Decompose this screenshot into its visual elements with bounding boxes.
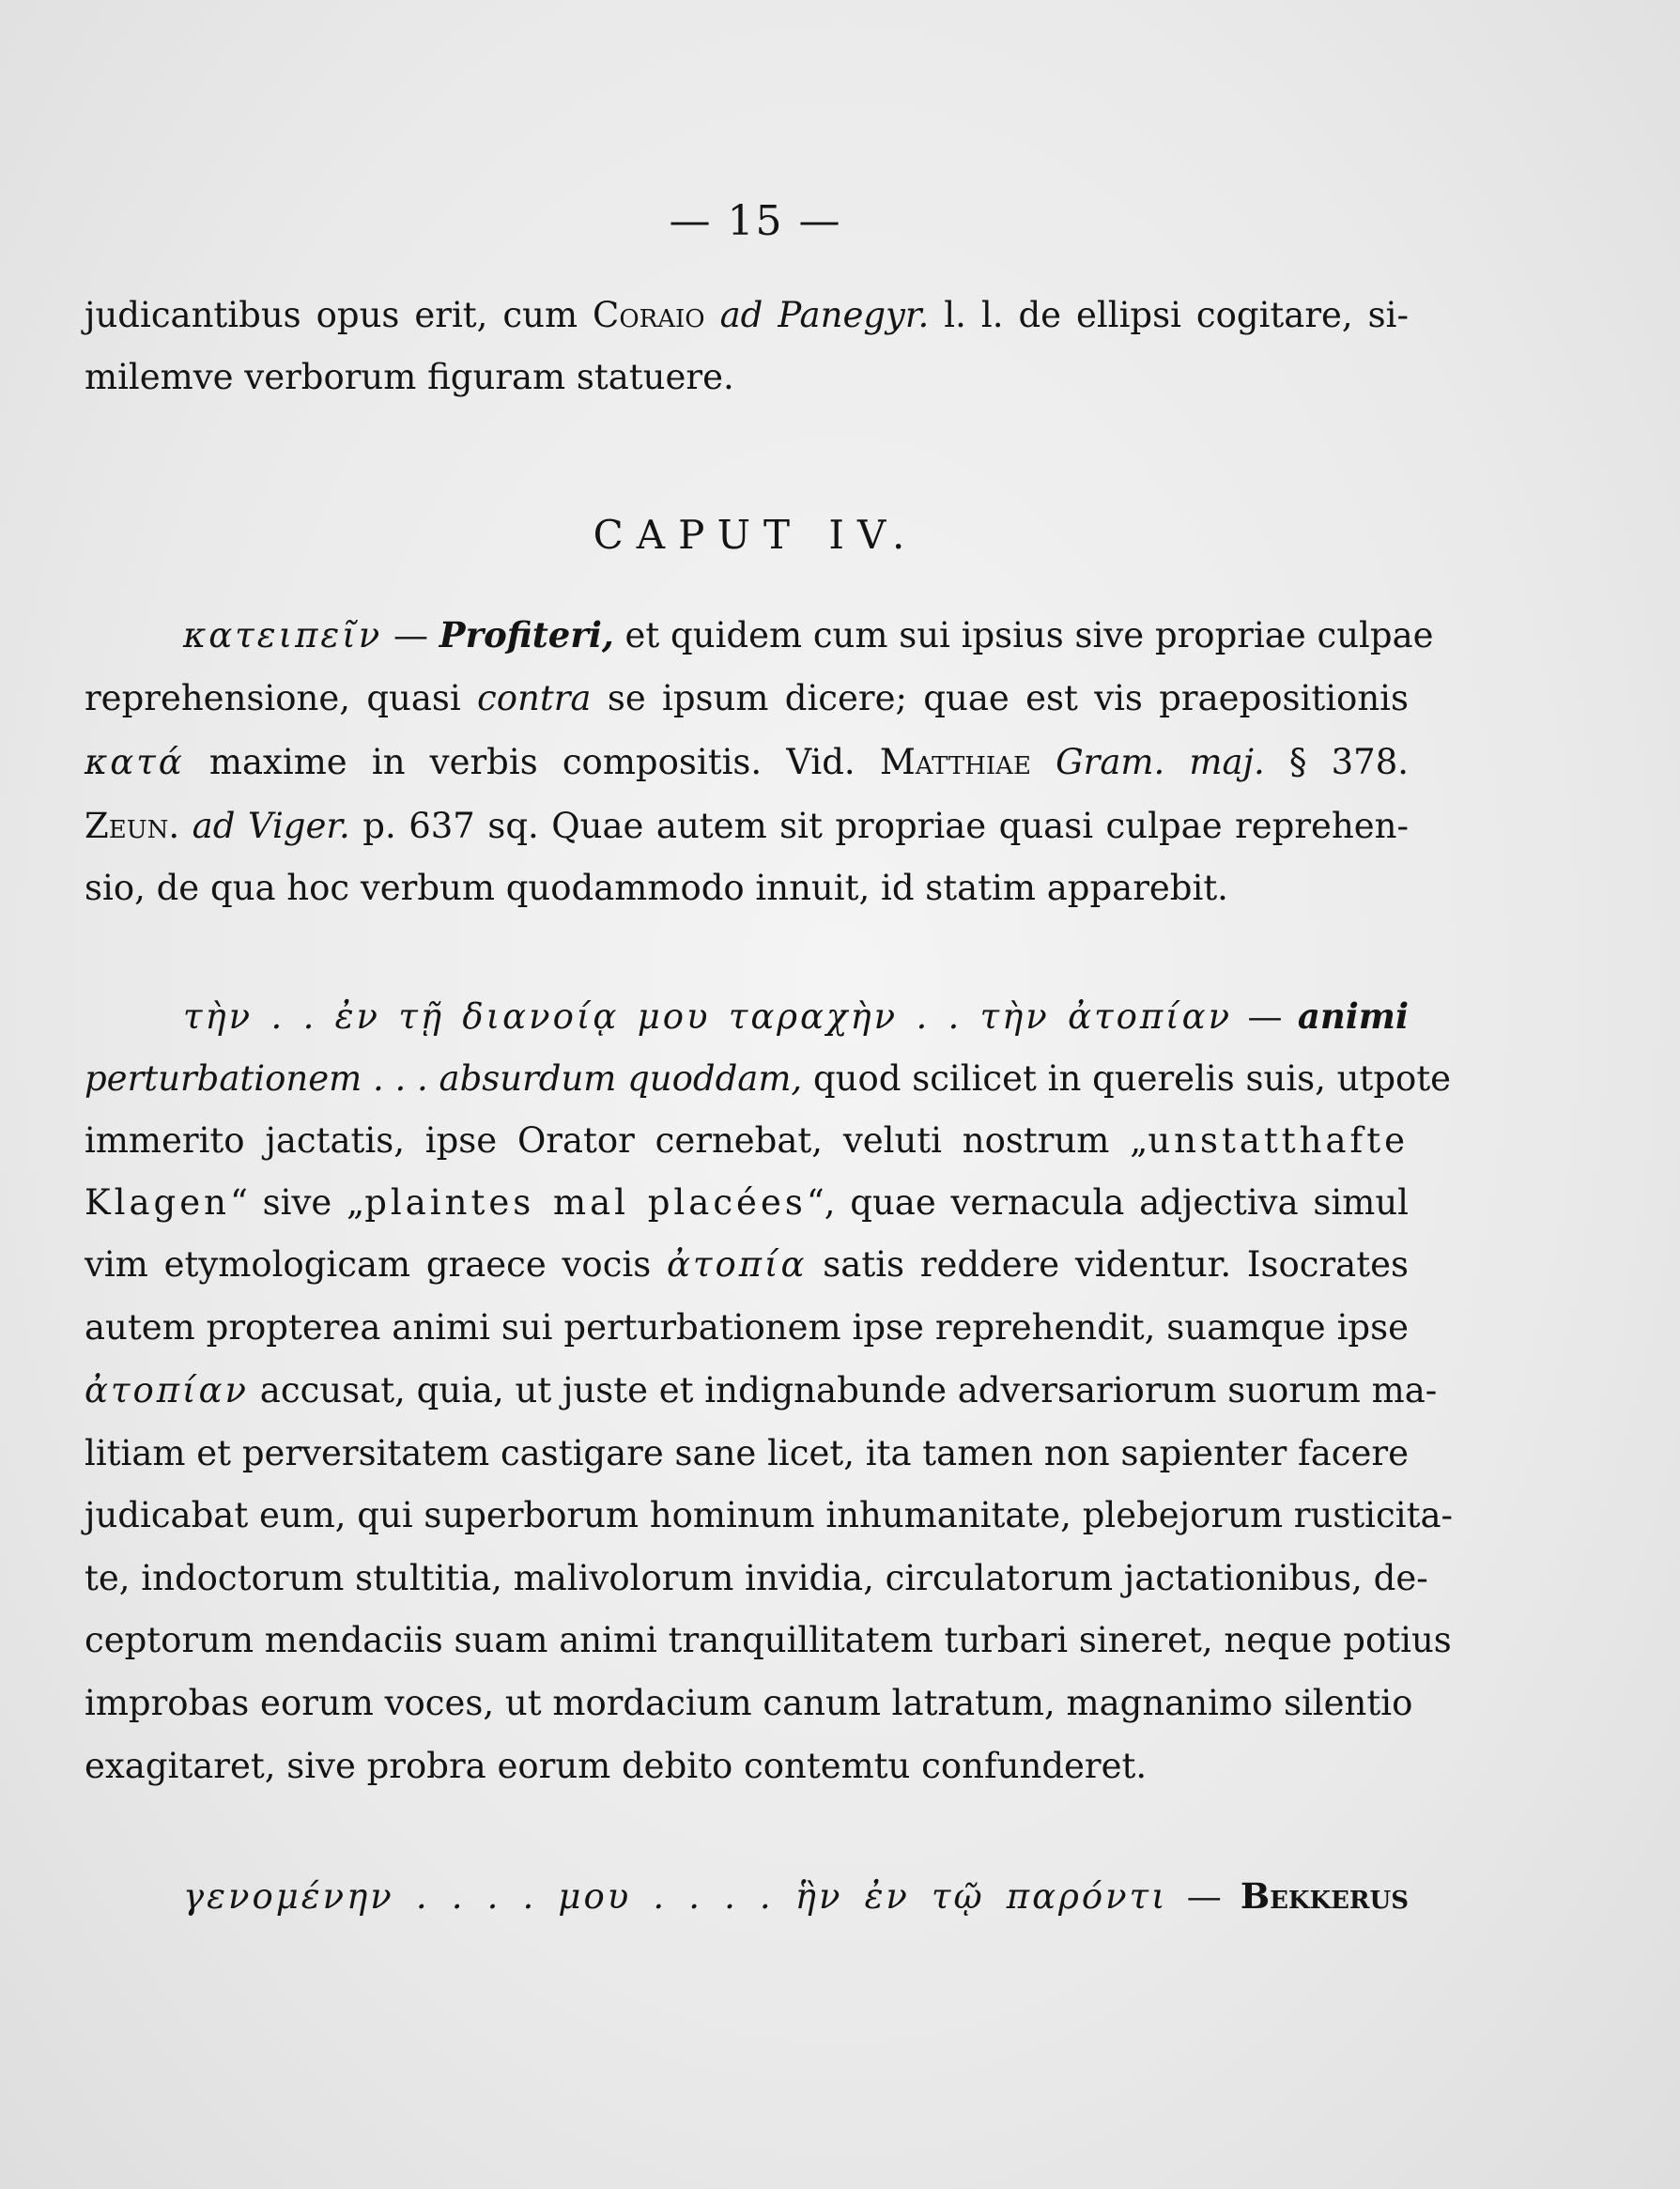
greek-word: ἀτοπία bbox=[666, 1244, 808, 1285]
author-name: Coraio bbox=[593, 295, 705, 335]
spaced-quote: Klagen bbox=[85, 1182, 230, 1223]
chapter-heading: CAPUT IV. bbox=[593, 512, 918, 558]
text-run: — bbox=[382, 615, 439, 655]
author-name: Zeun. bbox=[85, 806, 180, 846]
intro-line-2: milemve verborum figuram statuere. bbox=[85, 357, 734, 397]
para2-line-1 bbox=[183, 994, 1409, 1040]
para1-line-5: sio, de qua hoc verbum quodammodo innuit, id statim apparebit. bbox=[85, 868, 1228, 908]
para2-line-3 bbox=[85, 1118, 1409, 1164]
translation: perturbationem . . . absurdum quoddam, bbox=[85, 1058, 803, 1099]
para2-line-9: judicabat eum, qui superborum hominum inhumanitate, plebejorum rusticita- bbox=[85, 1495, 1454, 1535]
spaced-quote: unstatthafte bbox=[1148, 1120, 1409, 1161]
text-run: satis reddere videntur. Isocrates bbox=[807, 1244, 1409, 1285]
citation: ad Panegyr. bbox=[719, 295, 930, 335]
para1-line-4 bbox=[85, 804, 1409, 849]
text-run bbox=[1031, 742, 1056, 782]
intro-line-1 bbox=[85, 293, 1409, 338]
para2-line-13: exagitaret, sive probra eorum debito contemtu confunderet. bbox=[85, 1746, 1148, 1786]
text-run: “, quae vernacula adjectiva simul bbox=[806, 1182, 1409, 1223]
text-run: quod scilicet in querelis suis, utpote bbox=[802, 1058, 1452, 1099]
text-run: judicantibus opus erit, cum bbox=[85, 295, 593, 335]
text-run: — bbox=[1167, 1876, 1241, 1917]
text-run bbox=[179, 806, 193, 846]
para2-line-10: te, indoctorum stultitia, malivolorum invidia, circulatorum jactationibus, de- bbox=[85, 1558, 1428, 1598]
text-run: et quidem cum sui ipsius sive propriae culpae bbox=[613, 615, 1434, 655]
greek-lemma: τὴν . . ἐν τῇ διανοίᾳ μου ταραχὴν . . τὴν ἀτοπίαν bbox=[183, 996, 1233, 1037]
text-run: reprehensione, quasi bbox=[85, 678, 478, 718]
greek-lemma: γενομένην . . . . μου . . . . ἣν ἐν τῷ παρόντι bbox=[183, 1876, 1168, 1917]
para1-line-2 bbox=[85, 676, 1409, 721]
para2-line-2 bbox=[85, 1056, 1452, 1102]
text-run: p. 637 sq. Quae autem sit propriae quasi culpae reprehen- bbox=[349, 806, 1410, 846]
emphasis: contra bbox=[477, 678, 592, 718]
greek-word: κατά bbox=[85, 742, 185, 782]
text-run: — bbox=[1232, 996, 1298, 1037]
para2-line-7 bbox=[85, 1368, 1438, 1413]
translation: animi bbox=[1297, 995, 1409, 1037]
text-run: se ipsum dicere; quae est vis praepositionis bbox=[591, 678, 1409, 718]
greek-word: ἀτοπίαν bbox=[85, 1370, 250, 1411]
para1-line-3 bbox=[85, 740, 1409, 785]
text-run: maxime in verbis compositis. Vid. bbox=[184, 742, 880, 782]
para2-line-5 bbox=[85, 1242, 1409, 1287]
greek-lemma: κατειπεῖν bbox=[183, 615, 383, 655]
translation: Profiteri, bbox=[439, 614, 614, 655]
page-number: — 15 — bbox=[669, 197, 842, 245]
author-name: Matthiae bbox=[879, 742, 1031, 782]
para2-line-11: ceptorum mendaciis suam animi tranquillitatem turbari sineret, neque potius bbox=[85, 1620, 1452, 1660]
para3-line-1 bbox=[183, 1873, 1409, 1919]
spaced-quote: plaintes mal placées bbox=[364, 1182, 807, 1223]
text-run: accusat, quia, ut juste et indignabunde adversariorum suorum ma- bbox=[249, 1370, 1438, 1411]
para1-line-1 bbox=[183, 612, 1434, 658]
text-run: vim etymologicam graece vocis bbox=[85, 1244, 667, 1285]
text-run: § 378. bbox=[1264, 742, 1409, 782]
para2-line-4 bbox=[85, 1180, 1409, 1226]
author-name: Bekkerus bbox=[1240, 1875, 1409, 1917]
text-run: l. l. de ellipsi cogitare, si- bbox=[929, 295, 1409, 335]
citation: ad Viger. bbox=[192, 806, 350, 846]
text-run bbox=[705, 295, 720, 335]
text-run: immerito jactatis, ipse Orator cernebat, veluti nostrum „ bbox=[85, 1120, 1148, 1161]
text-run: “ sive „ bbox=[229, 1182, 365, 1223]
para2-line-12: improbas eorum voces, ut mordacium canum latratum, magnanimo silentio bbox=[85, 1683, 1413, 1723]
para2-line-6: autem propterea animi sui perturbationem ipse reprehendit, suamque ipse bbox=[85, 1307, 1409, 1348]
citation: Gram. maj. bbox=[1056, 742, 1265, 782]
para2-line-8: litiam et perversitatem castigare sane licet, ita tamen non sapienter facere bbox=[85, 1433, 1409, 1473]
